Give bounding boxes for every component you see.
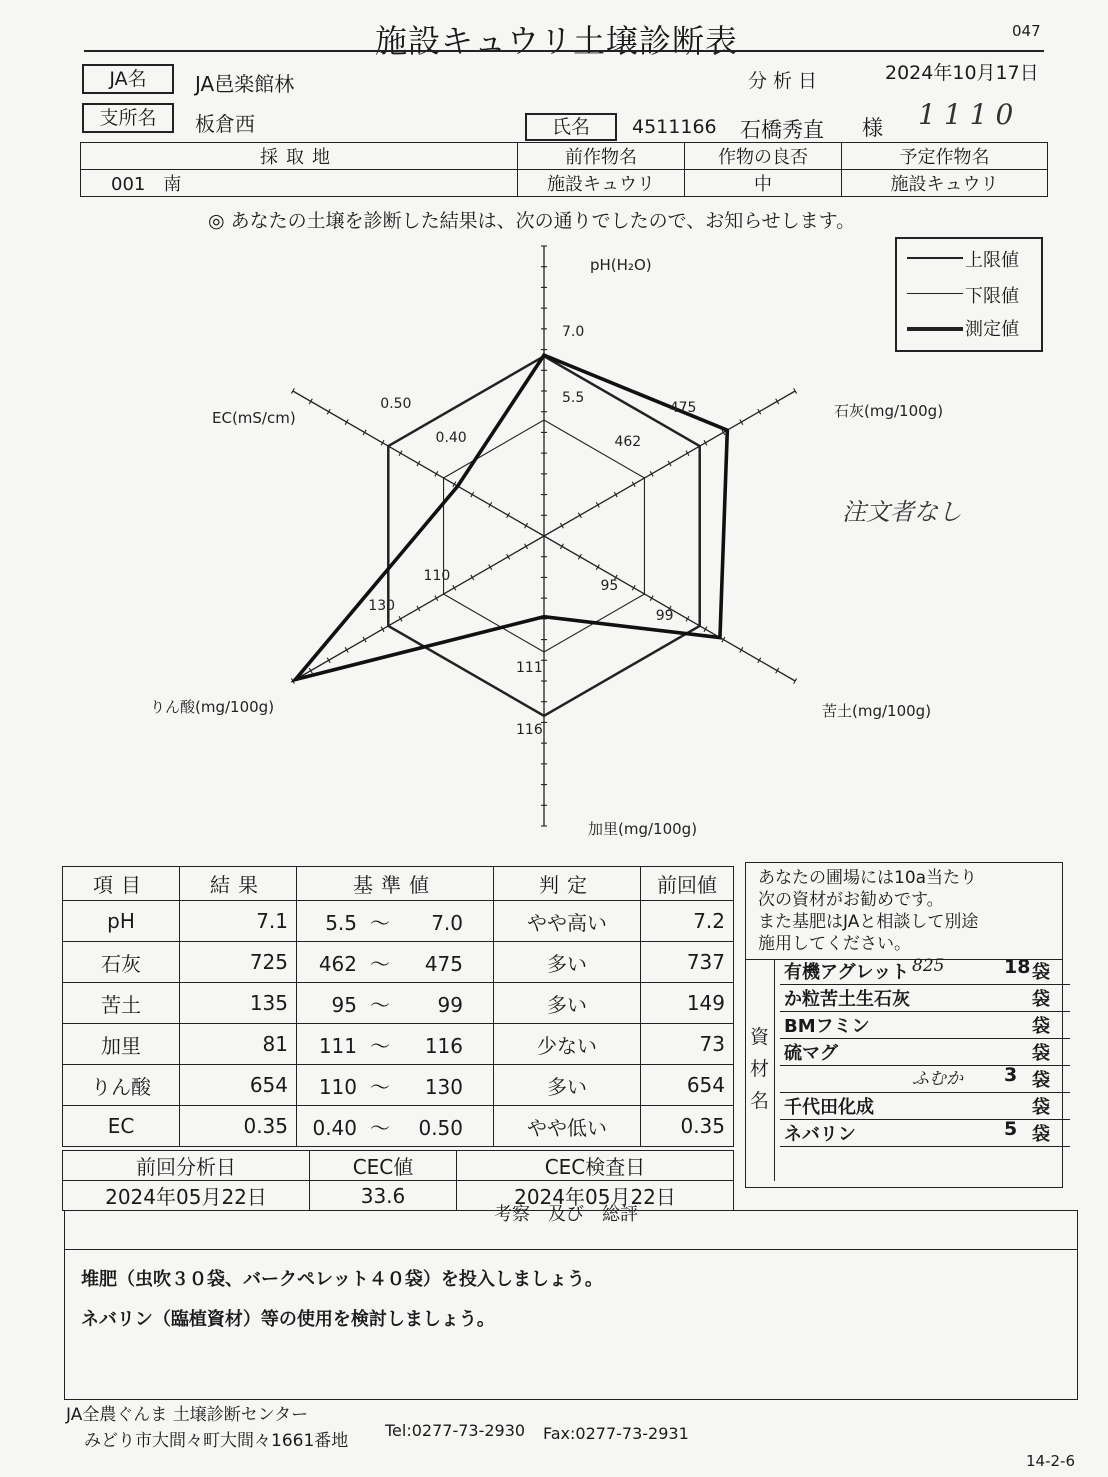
previous-value: 0.35 <box>641 1106 734 1147</box>
table-row <box>63 1024 734 1065</box>
upper-limit-label: 475 <box>669 400 697 417</box>
farmer-name: 石橋秀直 <box>740 118 824 142</box>
cec-value: 33.6 <box>310 1181 457 1211</box>
results-header-judgement: 判定 <box>494 867 641 901</box>
standard-range <box>297 942 494 983</box>
list-item <box>780 1066 1070 1093</box>
results-header-standard: 基準値 <box>297 867 494 901</box>
standard-high: 116 <box>424 1033 463 1058</box>
header-sampling-site: 採取地 <box>81 143 518 170</box>
previous-value: 737 <box>641 942 734 983</box>
footer-fax: Fax:0277-73-2931 <box>543 1424 689 1443</box>
result-item: 苦土 <box>63 983 180 1024</box>
table-row <box>63 1106 734 1147</box>
cec-date: 2024年05月22日 <box>457 1181 734 1211</box>
result-judgement: 多い <box>494 942 641 983</box>
lower-limit-label: 95 <box>600 578 619 594</box>
table-row <box>63 901 734 942</box>
ja-name: JA邑楽館林 <box>195 72 295 96</box>
standard-tilde: ～ <box>370 1115 390 1140</box>
lower-limit-label: 0.40 <box>435 430 467 446</box>
material-handwritten: 825 <box>912 956 945 976</box>
previous-value: 149 <box>641 983 734 1024</box>
lower-limit-label: 110 <box>423 568 451 584</box>
material-name: 千代田化成 <box>784 1097 874 1118</box>
material-quantity: 5 <box>1004 1118 1018 1140</box>
upper-limit-label: 130 <box>368 597 396 614</box>
table-row <box>63 983 734 1024</box>
materials-intro-line-3: また基肥はJAと相談して別途 <box>758 912 979 932</box>
axis-label: EC(mS/cm) <box>212 409 296 427</box>
materials-side-border <box>774 959 775 1181</box>
standard-range <box>297 1065 494 1106</box>
ja-label: JA名 <box>109 68 147 90</box>
result-value: 135 <box>180 983 297 1024</box>
standard-tilde: ～ <box>370 1033 390 1058</box>
comment-line-1: 堆肥（虫吹３０袋、バークペレット４０袋）を投入しましょう。 <box>81 1269 603 1290</box>
branch-name: 板倉西 <box>195 112 255 136</box>
material-unit: 袋 <box>1032 1070 1050 1091</box>
standard-low: 110 <box>318 1074 357 1099</box>
material-unit: 袋 <box>1032 962 1050 983</box>
list-item <box>780 1120 1070 1147</box>
standard-high: 7.0 <box>431 910 463 935</box>
material-name: 有機アグレット <box>784 962 910 983</box>
material-quantity: 18 <box>1004 956 1031 978</box>
material-name: BMフミン <box>784 1016 870 1037</box>
cec-label: CEC値 <box>310 1151 457 1181</box>
standard-range <box>297 901 494 942</box>
standard-high: 0.50 <box>418 1115 463 1140</box>
document-number: 047 <box>1012 22 1041 40</box>
upper-limit-label: 116 <box>516 721 543 738</box>
list-item <box>780 985 1070 1012</box>
table-row <box>63 942 734 983</box>
result-item: pH <box>63 901 180 942</box>
result-judgement: 多い <box>494 1065 641 1106</box>
material-unit: 袋 <box>1032 1097 1050 1118</box>
standard-low: 5.5 <box>325 910 357 935</box>
branch-label: 支所名 <box>99 107 157 129</box>
legend-upper-label: 上限値 <box>965 250 1019 271</box>
comments-box <box>64 1210 1078 1400</box>
result-item: 加里 <box>63 1024 180 1065</box>
result-item: 石灰 <box>63 942 180 983</box>
material-unit: 袋 <box>1032 1124 1050 1145</box>
standard-high: 130 <box>424 1074 463 1099</box>
standard-low: 0.40 <box>312 1115 357 1140</box>
page-title: 施設キュウリ土壌診断表 <box>375 22 739 60</box>
standard-range <box>297 1106 494 1147</box>
result-value: 654 <box>180 1065 297 1106</box>
material-unit: 袋 <box>1032 1016 1050 1037</box>
material-unit: 袋 <box>1032 1043 1050 1064</box>
list-item <box>780 958 1070 985</box>
analysis-date: 2024年10月17日 <box>885 62 1039 84</box>
sampling-site: 001 南 <box>81 170 518 197</box>
result-value: 81 <box>180 1024 297 1065</box>
comments-title: 考察 及び 総評 <box>494 1204 638 1225</box>
analysis-date-label: 分析日 <box>748 70 824 92</box>
standard-tilde: ～ <box>370 1074 390 1099</box>
handwritten-note: 注文者なし <box>842 498 962 526</box>
axis-label: りん酸(mg/100g) <box>150 698 275 716</box>
previous-analysis-label: 前回分析日 <box>63 1151 310 1181</box>
result-value: 0.35 <box>180 1106 297 1147</box>
legend-measured-label: 測定値 <box>965 319 1019 340</box>
axis-label: 加里(mg/100g) <box>588 820 698 838</box>
material-quantity: 3 <box>1004 1064 1018 1086</box>
footer-tel: Tel:0277-73-2930 <box>385 1421 526 1440</box>
materials-side-label-2: 材 <box>750 1058 770 1080</box>
intro-text: ◎ あなたの土壌を診断した結果は、次の通りでしたので、お知らせします。 <box>208 210 856 232</box>
standard-range <box>297 1024 494 1065</box>
results-table <box>62 866 734 1147</box>
standard-high: 99 <box>437 992 463 1017</box>
standard-range <box>297 983 494 1024</box>
result-judgement: やや高い <box>494 901 641 942</box>
handwritten-code: 1110 <box>918 98 1022 131</box>
list-item <box>780 1039 1070 1066</box>
standard-tilde: ～ <box>370 951 390 976</box>
planned-crop: 施設キュウリ <box>842 170 1048 197</box>
materials-intro-line-2: 次の資材がお勧めです。 <box>758 890 944 910</box>
upper-limit-label: 7.0 <box>562 324 585 341</box>
upper-limit-label: 0.50 <box>380 396 412 413</box>
previous-analysis-date: 2024年05月22日 <box>63 1181 310 1211</box>
footer-code: 14-2-6 <box>1026 1452 1075 1470</box>
table-row <box>63 1065 734 1106</box>
result-value: 725 <box>180 942 297 983</box>
name-label: 氏名 <box>551 116 590 138</box>
result-value: 7.1 <box>180 901 297 942</box>
material-handwritten: ふむか <box>912 1069 963 1089</box>
lower-limit-label: 462 <box>614 434 642 450</box>
standard-low: 111 <box>318 1033 357 1058</box>
material-name: ネバリン <box>784 1124 856 1145</box>
crop-quality: 中 <box>685 170 842 197</box>
result-judgement: 多い <box>494 983 641 1024</box>
axis-label: 石灰(mg/100g) <box>834 402 944 420</box>
materials-side-label-3: 名 <box>750 1090 770 1112</box>
cec-date-label: CEC検査日 <box>457 1151 734 1181</box>
standard-tilde: ～ <box>370 992 390 1017</box>
material-name: か粒苦土生石灰 <box>784 989 910 1010</box>
result-item: EC <box>63 1106 180 1147</box>
standard-high: 475 <box>424 951 463 976</box>
list-item <box>780 1093 1070 1120</box>
axis-label: 苦土(mg/100g) <box>822 702 932 720</box>
honorific: 様 <box>862 116 883 140</box>
previous-info-header <box>63 1151 734 1181</box>
comment-line-2: ネバリン（臨植資材）等の使用を検討しましょう。 <box>81 1309 495 1330</box>
results-header <box>63 867 734 901</box>
farmer-id: 4511166 <box>632 116 717 138</box>
legend-lower-label: 下限値 <box>965 286 1019 307</box>
previous-crop: 施設キュウリ <box>518 170 685 197</box>
previous-value: 7.2 <box>641 901 734 942</box>
results-header-result: 結果 <box>180 867 297 901</box>
materials-intro-line-1: あなたの圃場には10a当たり <box>758 868 978 888</box>
materials-intro <box>758 867 978 955</box>
standard-low: 95 <box>331 992 357 1017</box>
footer-address: みどり市大間々町大間々1661番地 <box>84 1431 349 1451</box>
result-item: りん酸 <box>63 1065 180 1106</box>
standard-tilde: ～ <box>370 910 390 935</box>
material-unit: 袋 <box>1032 989 1050 1010</box>
previous-value: 73 <box>641 1024 734 1065</box>
header-planned-crop: 予定作物名 <box>842 143 1048 170</box>
materials-side-label <box>750 1021 769 1117</box>
header-previous-crop: 前作物名 <box>518 143 685 170</box>
results-header-previous: 前回値 <box>641 867 734 901</box>
axis-label: pH(H₂O) <box>590 256 652 274</box>
standard-low: 462 <box>318 951 357 976</box>
lower-limit-label: 111 <box>516 660 543 676</box>
material-name: 硫マグ <box>784 1043 838 1064</box>
results-header-item: 項目 <box>63 867 180 901</box>
footer-organization: JA全農ぐんま 土壌診断センター <box>66 1405 309 1425</box>
materials-intro-line-4: 施用してください。 <box>758 934 911 954</box>
list-item <box>780 1012 1070 1039</box>
header-crop-quality: 作物の良否 <box>685 143 842 170</box>
comments-header-rule <box>65 1249 1077 1250</box>
previous-value: 654 <box>641 1065 734 1106</box>
materials-side-label-1: 資 <box>750 1026 770 1048</box>
lower-limit-label: 5.5 <box>562 390 585 406</box>
result-judgement: やや低い <box>494 1106 641 1147</box>
result-judgement: 少ない <box>494 1024 641 1065</box>
upper-limit-label: 99 <box>655 607 674 624</box>
